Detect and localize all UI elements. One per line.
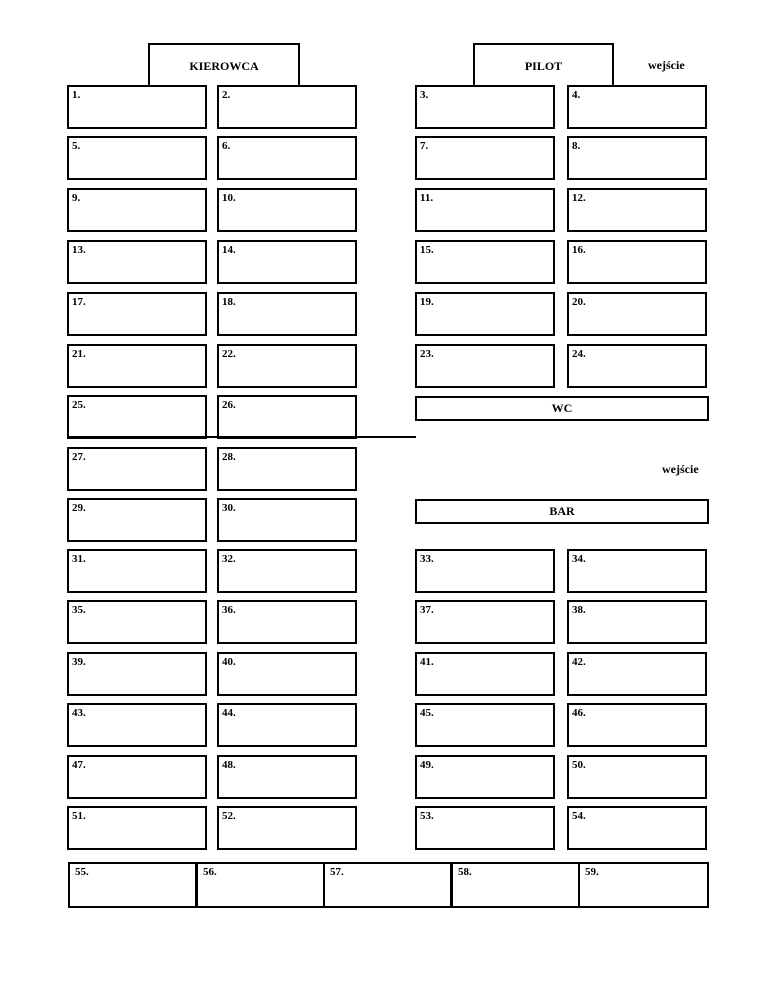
seat-number: 44. — [222, 707, 236, 719]
seat-number: 32. — [222, 553, 236, 565]
seat-number: 34. — [572, 553, 586, 565]
seat-number: 20. — [572, 296, 586, 308]
seat-box — [567, 344, 707, 388]
seat-box — [67, 498, 207, 542]
seat-number: 18. — [222, 296, 236, 308]
seat-box — [217, 395, 357, 439]
wc-box — [415, 396, 709, 421]
seat-box — [415, 806, 555, 850]
seat-box — [415, 240, 555, 284]
seat-box — [415, 755, 555, 799]
seat-box — [67, 447, 207, 491]
seat-number: 40. — [222, 656, 236, 668]
pilot-label: PILOT — [524, 58, 563, 73]
bar-label: BAR — [549, 504, 575, 518]
seat-box — [67, 755, 207, 799]
seat-number: 33. — [420, 553, 434, 565]
seat-number: 15. — [420, 244, 434, 256]
seat-number: 7. — [420, 140, 429, 152]
back-seat-box — [578, 862, 709, 908]
entrance-middle-label: wejście — [662, 462, 699, 476]
seat-box — [217, 600, 357, 644]
seat-number: 50. — [572, 759, 586, 771]
seat-box — [415, 703, 555, 747]
seat-box — [567, 600, 707, 644]
seat-box — [67, 292, 207, 336]
seat-box — [567, 806, 707, 850]
seat-box — [415, 136, 555, 180]
seat-number: 6. — [222, 140, 231, 152]
seat-box — [67, 703, 207, 747]
seat-box — [415, 549, 555, 593]
seat-number: 13. — [72, 244, 86, 256]
seat-number: 22. — [222, 348, 236, 360]
seat-box — [567, 755, 707, 799]
seat-box — [67, 600, 207, 644]
driver-label: KIEROWCA — [189, 58, 259, 73]
seat-number: 14. — [222, 244, 236, 256]
seat-number: 48. — [222, 759, 236, 771]
seat-number: 25. — [72, 399, 86, 411]
seat-number: 51. — [72, 810, 86, 822]
seat-box — [217, 188, 357, 232]
seat-number: 10. — [222, 192, 236, 204]
seat-box — [567, 136, 707, 180]
seat-box — [567, 240, 707, 284]
seat-box — [67, 806, 207, 850]
seat-number: 17. — [72, 296, 86, 308]
divider-line — [67, 436, 416, 438]
seat-box — [67, 240, 207, 284]
seat-box — [567, 652, 707, 696]
seat-number: 42. — [572, 656, 586, 668]
bar-box — [415, 499, 709, 524]
seat-number: 12. — [572, 192, 586, 204]
seat-box — [217, 806, 357, 850]
seat-number: 11. — [420, 192, 434, 204]
seat-box — [67, 136, 207, 180]
seat-box — [217, 498, 357, 542]
seat-number: 47. — [72, 759, 86, 771]
back-seat-box — [196, 862, 325, 908]
seat-box — [415, 188, 555, 232]
seat-box — [415, 652, 555, 696]
seat-number: 24. — [572, 348, 586, 360]
seat-box — [217, 447, 357, 491]
seat-number: 16. — [572, 244, 586, 256]
seat-box — [67, 188, 207, 232]
seat-number: 35. — [72, 604, 86, 616]
seat-number: 38. — [572, 604, 586, 616]
seat-number: 21. — [72, 348, 86, 360]
seat-box — [415, 85, 555, 129]
entrance-front-label: wejście — [648, 58, 685, 72]
seat-number: 4. — [572, 89, 581, 101]
seat-number: 19. — [420, 296, 434, 308]
seat-number: 27. — [72, 451, 86, 463]
seat-number: 37. — [420, 604, 434, 616]
seat-box — [217, 292, 357, 336]
seat-box — [217, 703, 357, 747]
seat-number: 53. — [420, 810, 434, 822]
seat-number: 59. — [585, 866, 599, 878]
seat-number: 52. — [222, 810, 236, 822]
seat-number: 8. — [572, 140, 581, 152]
seat-number: 31. — [72, 553, 86, 565]
seat-number: 5. — [72, 140, 81, 152]
seat-box — [567, 549, 707, 593]
seat-box — [415, 292, 555, 336]
seat-box — [67, 652, 207, 696]
seat-box — [217, 755, 357, 799]
seat-box — [67, 85, 207, 129]
wc-label: WC — [551, 401, 573, 415]
back-seat-box — [68, 862, 197, 908]
seat-box — [567, 188, 707, 232]
seat-box — [67, 549, 207, 593]
seat-number: 54. — [572, 810, 586, 822]
driver-tab — [148, 43, 300, 87]
seat-box — [67, 395, 207, 439]
seat-number: 46. — [572, 707, 586, 719]
seat-number: 23. — [420, 348, 434, 360]
seat-number: 41. — [420, 656, 434, 668]
seat-number: 49. — [420, 759, 434, 771]
seat-box — [567, 292, 707, 336]
seat-number: 29. — [72, 502, 86, 514]
seat-number: 55. — [75, 866, 89, 878]
back-seat-box — [323, 862, 452, 908]
seat-box — [217, 240, 357, 284]
seat-number: 3. — [420, 89, 429, 101]
seat-box — [217, 344, 357, 388]
seat-number: 45. — [420, 707, 434, 719]
seat-box — [415, 600, 555, 644]
seat-box — [217, 549, 357, 593]
seat-number: 36. — [222, 604, 236, 616]
pilot-tab — [473, 43, 614, 87]
seat-number: 30. — [222, 502, 236, 514]
seat-number: 26. — [222, 399, 236, 411]
seat-number: 39. — [72, 656, 86, 668]
seat-box — [217, 136, 357, 180]
seat-number: 2. — [222, 89, 231, 101]
seat-number: 28. — [222, 451, 236, 463]
seat-number: 58. — [458, 866, 472, 878]
seat-box — [217, 85, 357, 129]
seat-box — [567, 703, 707, 747]
seat-number: 56. — [203, 866, 217, 878]
seat-box — [415, 344, 555, 388]
seat-box — [67, 344, 207, 388]
seat-number: 9. — [72, 192, 81, 204]
seat-number: 43. — [72, 707, 86, 719]
back-seat-box — [451, 862, 580, 908]
seat-number: 1. — [72, 89, 81, 101]
seat-box — [217, 652, 357, 696]
seat-number: 57. — [330, 866, 344, 878]
seat-box — [567, 85, 707, 129]
